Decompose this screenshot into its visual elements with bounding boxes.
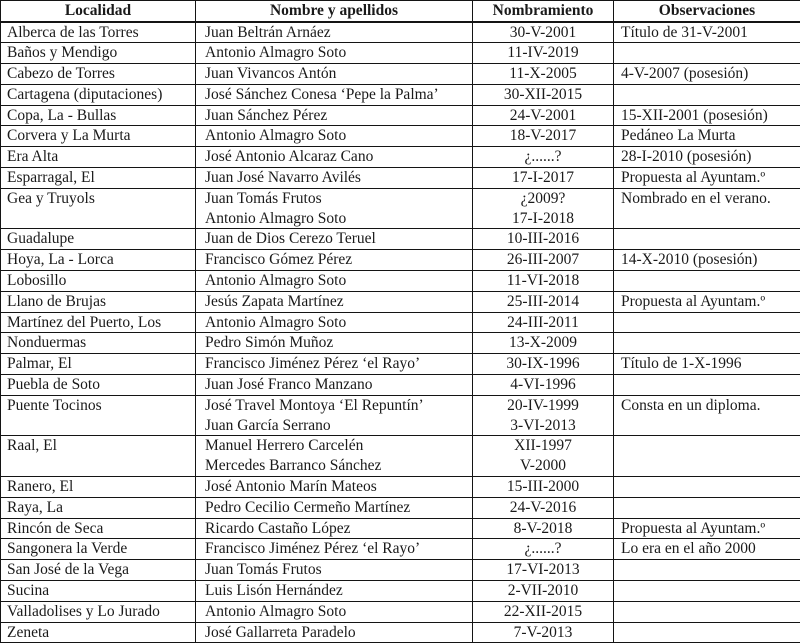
cell-text: 18-V-2017 xyxy=(473,126,613,146)
cell-text: Era Alta xyxy=(7,147,195,167)
cell-observaciones xyxy=(614,105,800,126)
cell-nombramientos xyxy=(473,601,614,622)
cell-text xyxy=(621,560,800,580)
cell-localidad xyxy=(1,601,196,622)
cell-nombramientos xyxy=(473,43,614,64)
cell-text: Propuesta al Ayuntam.º xyxy=(621,519,800,539)
cell-text: Luis Lisón Hernández xyxy=(205,581,472,601)
cell-nombres xyxy=(196,497,473,518)
cell-nombramientos xyxy=(473,291,614,312)
cell-nombramientos xyxy=(473,229,614,250)
cell-observaciones xyxy=(614,168,800,189)
cell-text xyxy=(621,333,800,353)
cell-localidad xyxy=(1,168,196,189)
cell-nombres xyxy=(196,518,473,539)
cell-nombres xyxy=(196,560,473,581)
cell-text: Corvera y La Murta xyxy=(7,126,195,146)
table-row xyxy=(1,497,800,518)
cell-observaciones xyxy=(614,188,800,229)
cell-text xyxy=(621,229,800,249)
cell-text: Lo era en el año 2000 xyxy=(621,539,800,559)
cell-text: Palmar, El xyxy=(7,354,195,374)
cell-text: Antonio Almagro Soto xyxy=(205,43,472,63)
cell-observaciones xyxy=(614,354,800,375)
cell-nombramientos xyxy=(473,84,614,105)
cell-text: Rincón de Seca xyxy=(7,519,195,539)
cell-text xyxy=(621,581,800,601)
table-row xyxy=(1,622,800,643)
cell-observaciones xyxy=(614,312,800,333)
table-row xyxy=(1,601,800,622)
cell-nombres xyxy=(196,539,473,560)
cell-observaciones xyxy=(614,497,800,518)
cell-nombramientos xyxy=(473,64,614,85)
cell-observaciones xyxy=(614,622,800,643)
cell-text xyxy=(621,375,800,395)
cell-nombres xyxy=(196,84,473,105)
cell-text: Juan Tomás Frutos xyxy=(205,560,472,580)
cell-nombramientos xyxy=(473,622,614,643)
cell-text: 20-IV-1999 xyxy=(473,396,613,416)
cell-nombres xyxy=(196,395,473,436)
cell-nombres xyxy=(196,105,473,126)
header-row xyxy=(1,1,800,22)
cell-nombres xyxy=(196,354,473,375)
cell-text: V-2000 xyxy=(473,456,613,476)
cell-text: 11-X-2005 xyxy=(473,64,613,84)
cell-observaciones xyxy=(614,22,800,43)
table-row xyxy=(1,333,800,354)
cell-text: Lobosillo xyxy=(7,271,195,291)
cell-text: 30-IX-1996 xyxy=(473,354,613,374)
table-row xyxy=(1,84,800,105)
cell-text: Ranero, El xyxy=(7,477,195,497)
cell-localidad xyxy=(1,539,196,560)
cell-localidad xyxy=(1,518,196,539)
cell-nombres xyxy=(196,375,473,396)
cell-text: 3-VI-2013 xyxy=(473,416,613,436)
cell-localidad xyxy=(1,436,196,477)
cell-text: 17-I-2018 xyxy=(473,209,613,229)
cell-text: ¿2009? xyxy=(473,189,613,209)
cell-observaciones xyxy=(614,64,800,85)
cell-text xyxy=(621,436,800,456)
cell-text: Antonio Almagro Soto xyxy=(205,602,472,622)
cell-observaciones xyxy=(614,539,800,560)
cell-text: Antonio Almagro Soto xyxy=(205,313,472,333)
table-row xyxy=(1,395,800,436)
cell-localidad xyxy=(1,291,196,312)
cell-text xyxy=(621,477,800,497)
cell-localidad xyxy=(1,229,196,250)
cell-text: José Travel Montoya ‘El Repuntín’ xyxy=(205,396,472,416)
table-row xyxy=(1,354,800,375)
cell-nombramientos xyxy=(473,581,614,602)
cell-nombramientos xyxy=(473,539,614,560)
cell-text xyxy=(621,602,800,622)
table-row xyxy=(1,291,800,312)
table-row xyxy=(1,22,800,43)
cell-localidad xyxy=(1,22,196,43)
cell-text: José Antonio Alcaraz Cano xyxy=(205,147,472,167)
cell-nombres xyxy=(196,291,473,312)
table-row xyxy=(1,105,800,126)
cell-localidad xyxy=(1,43,196,64)
cell-nombres xyxy=(196,250,473,271)
table-row xyxy=(1,229,800,250)
cell-text xyxy=(621,85,800,105)
cell-nombres xyxy=(196,22,473,43)
cell-nombres xyxy=(196,126,473,147)
cell-text: Propuesta al Ayuntam.º xyxy=(621,292,800,312)
cell-text: Llano de Brujas xyxy=(7,292,195,312)
cell-localidad xyxy=(1,188,196,229)
cell-observaciones xyxy=(614,375,800,396)
table-row xyxy=(1,250,800,271)
cell-localidad xyxy=(1,271,196,292)
cell-localidad xyxy=(1,250,196,271)
cell-text: Juan Sánchez Pérez xyxy=(205,106,472,126)
cell-text: Juan de Dios Cerezo Teruel xyxy=(205,229,472,249)
cell-text: Martínez del Puerto, Los xyxy=(7,313,195,333)
cell-nombramientos xyxy=(473,250,614,271)
cell-text: Cartagena (diputaciones) xyxy=(7,85,195,105)
cell-localidad xyxy=(1,581,196,602)
cell-localidad xyxy=(1,622,196,643)
table-row xyxy=(1,64,800,85)
cell-text: Francisco Jiménez Pérez ‘el Rayo’ xyxy=(205,539,472,559)
cell-text: Manuel Herrero Carcelén xyxy=(205,436,472,456)
cell-text: 8-V-2018 xyxy=(473,519,613,539)
cell-observaciones xyxy=(614,581,800,602)
cell-text: 28-I-2010 (posesión) xyxy=(621,147,800,167)
table-row xyxy=(1,518,800,539)
cell-text: Cabezo de Torres xyxy=(7,64,195,84)
cell-text: Pedro Cecilio Cermeño Martínez xyxy=(205,498,472,518)
cell-text: Juan García Serrano xyxy=(205,416,472,436)
cell-nombres xyxy=(196,271,473,292)
cell-text: XII-1997 xyxy=(473,436,613,456)
cell-nombres xyxy=(196,436,473,477)
cell-nombres xyxy=(196,43,473,64)
cell-localidad xyxy=(1,395,196,436)
cell-text: Francisco Jiménez Pérez ‘el Rayo’ xyxy=(205,354,472,374)
cell-observaciones xyxy=(614,601,800,622)
cell-text: 17-I-2017 xyxy=(473,168,613,188)
cell-observaciones xyxy=(614,395,800,436)
cell-text: Baños y Mendigo xyxy=(7,43,195,63)
cell-text: Francisco Gómez Pérez xyxy=(205,250,472,270)
cell-observaciones xyxy=(614,271,800,292)
cell-nombres xyxy=(196,333,473,354)
cell-localidad xyxy=(1,375,196,396)
cell-localidad xyxy=(1,64,196,85)
cell-localidad xyxy=(1,333,196,354)
cell-observaciones xyxy=(614,229,800,250)
cell-observaciones xyxy=(614,126,800,147)
cell-nombramientos xyxy=(473,560,614,581)
column-header-nombre: Nombre y apellidos xyxy=(196,1,473,22)
cell-localidad xyxy=(1,84,196,105)
cell-text: Zeneta xyxy=(7,623,195,643)
cell-text: Juan José Franco Manzano xyxy=(205,375,472,395)
cell-observaciones xyxy=(614,84,800,105)
cell-nombres xyxy=(196,168,473,189)
cell-nombres xyxy=(196,312,473,333)
cell-text: Alberca de las Torres xyxy=(7,23,195,43)
cell-nombres xyxy=(196,229,473,250)
cell-text: Antonio Almagro Soto xyxy=(205,209,472,229)
cell-nombramientos xyxy=(473,312,614,333)
table-row xyxy=(1,147,800,168)
table-row xyxy=(1,312,800,333)
cell-text: José Sánchez Conesa ‘Pepe la Palma’ xyxy=(205,85,472,105)
cell-text: 10-III-2016 xyxy=(473,229,613,249)
cell-text: Juan Tomás Frutos xyxy=(205,189,472,209)
table-row xyxy=(1,477,800,498)
cell-text: Pedro Simón Muñoz xyxy=(205,333,472,353)
cell-text: Copa, La - Bullas xyxy=(7,106,195,126)
cell-nombramientos xyxy=(473,395,614,436)
cell-nombramientos xyxy=(473,168,614,189)
cell-nombramientos xyxy=(473,271,614,292)
cell-nombres xyxy=(196,188,473,229)
cell-text: 2-VII-2010 xyxy=(473,581,613,601)
cell-text: Antonio Almagro Soto xyxy=(205,126,472,146)
cell-text: Sucina xyxy=(7,581,195,601)
cell-observaciones xyxy=(614,147,800,168)
cell-text: 4-V-2007 (posesión) xyxy=(621,64,800,84)
cell-text xyxy=(621,623,800,643)
cell-text: 25-III-2014 xyxy=(473,292,613,312)
table-header xyxy=(1,1,800,22)
cell-text: 4-VI-1996 xyxy=(473,375,613,395)
table-row xyxy=(1,581,800,602)
cell-nombres xyxy=(196,477,473,498)
column-header-observaciones: Observaciones xyxy=(614,1,800,22)
cell-observaciones xyxy=(614,518,800,539)
table-body xyxy=(1,22,800,643)
cell-text xyxy=(621,43,800,63)
cell-observaciones xyxy=(614,477,800,498)
column-header-localidad: Localidad xyxy=(1,1,196,22)
cell-text: Nonduermas xyxy=(7,333,195,353)
cell-localidad xyxy=(1,312,196,333)
cell-nombramientos xyxy=(473,22,614,43)
cell-observaciones xyxy=(614,560,800,581)
cell-text: Título de 1-X-1996 xyxy=(621,354,800,374)
cell-text xyxy=(621,271,800,291)
cell-localidad xyxy=(1,147,196,168)
cell-text: 17-VI-2013 xyxy=(473,560,613,580)
table-row xyxy=(1,539,800,560)
cell-nombramientos xyxy=(473,333,614,354)
cell-text: 15-III-2000 xyxy=(473,477,613,497)
cell-observaciones xyxy=(614,43,800,64)
cell-text: 30-V-2001 xyxy=(473,23,613,43)
cell-text: ¿......? xyxy=(473,539,613,559)
cell-observaciones xyxy=(614,250,800,271)
cell-nombramientos xyxy=(473,518,614,539)
cell-text: Juan José Navarro Avilés xyxy=(205,168,472,188)
cell-text: José Antonio Marín Mateos xyxy=(205,477,472,497)
cell-text: Valladolises y Lo Jurado xyxy=(7,602,195,622)
column-header-nombramiento: Nombramiento xyxy=(473,1,614,22)
cell-nombres xyxy=(196,622,473,643)
cell-text: 11-IV-2019 xyxy=(473,43,613,63)
cell-text: Mercedes Barranco Sánchez xyxy=(205,456,472,476)
table-row xyxy=(1,436,800,477)
cell-nombramientos xyxy=(473,497,614,518)
cell-text: 11-VI-2018 xyxy=(473,271,613,291)
table-row xyxy=(1,168,800,189)
table-row xyxy=(1,375,800,396)
table-row xyxy=(1,188,800,229)
cell-text: 24-III-2011 xyxy=(473,313,613,333)
cell-text: Hoya, La - Lorca xyxy=(7,250,195,270)
cell-nombramientos xyxy=(473,126,614,147)
cell-nombramientos xyxy=(473,436,614,477)
cell-nombramientos xyxy=(473,375,614,396)
cell-nombres xyxy=(196,147,473,168)
cell-text: 7-V-2013 xyxy=(473,623,613,643)
cell-nombramientos xyxy=(473,188,614,229)
cell-text: Título de 31-V-2001 xyxy=(621,23,800,43)
cell-text: 14-X-2010 (posesión) xyxy=(621,250,800,270)
cell-text: Juan Vivancos Antón xyxy=(205,64,472,84)
cell-localidad xyxy=(1,105,196,126)
cell-nombres xyxy=(196,64,473,85)
cell-text: Antonio Almagro Soto xyxy=(205,271,472,291)
cell-text: Puebla de Soto xyxy=(7,375,195,395)
cell-text: Nombrado en el verano. xyxy=(621,189,800,209)
cell-text xyxy=(621,498,800,518)
cell-localidad xyxy=(1,126,196,147)
table-row xyxy=(1,271,800,292)
cell-text: ¿......? xyxy=(473,147,613,167)
cell-observaciones xyxy=(614,436,800,477)
cell-localidad xyxy=(1,560,196,581)
cell-text: San José de la Vega xyxy=(7,560,195,580)
cell-nombramientos xyxy=(473,105,614,126)
cell-text: Gea y Truyols xyxy=(7,189,195,209)
cell-localidad xyxy=(1,354,196,375)
cell-text: Puente Tocinos xyxy=(7,396,195,416)
cell-nombramientos xyxy=(473,477,614,498)
table-row xyxy=(1,43,800,64)
cell-localidad xyxy=(1,497,196,518)
cell-text: Sangonera la Verde xyxy=(7,539,195,559)
cell-text: Consta en un diploma. xyxy=(621,396,800,416)
cell-text: Ricardo Castaño López xyxy=(205,519,472,539)
cell-text: 26-III-2007 xyxy=(473,250,613,270)
cell-text xyxy=(621,313,800,333)
cell-localidad xyxy=(1,477,196,498)
cell-nombres xyxy=(196,601,473,622)
cell-text: Guadalupe xyxy=(7,229,195,249)
cell-nombramientos xyxy=(473,147,614,168)
cell-observaciones xyxy=(614,333,800,354)
cell-nombramientos xyxy=(473,354,614,375)
cell-text: 24-V-2016 xyxy=(473,498,613,518)
cell-text: 15-XII-2001 (posesión) xyxy=(621,106,800,126)
cell-nombres xyxy=(196,581,473,602)
table-row xyxy=(1,126,800,147)
cell-text: 22-XII-2015 xyxy=(473,602,613,622)
cell-observaciones xyxy=(614,291,800,312)
cell-text: Raal, El xyxy=(7,436,195,456)
cell-text: José Gallarreta Paradelo xyxy=(205,623,472,643)
cell-text: 30-XII-2015 xyxy=(473,85,613,105)
cell-text: Propuesta al Ayuntam.º xyxy=(621,168,800,188)
table-row xyxy=(1,560,800,581)
cell-text: 13-X-2009 xyxy=(473,333,613,353)
cell-text: Juan Beltrán Arnáez xyxy=(205,23,472,43)
cell-text: 24-V-2001 xyxy=(473,106,613,126)
cell-text: Jesús Zapata Martínez xyxy=(205,292,472,312)
cell-text: Pedáneo La Murta xyxy=(621,126,800,146)
cell-text: Esparragal, El xyxy=(7,168,195,188)
cell-text: Raya, La xyxy=(7,498,195,518)
